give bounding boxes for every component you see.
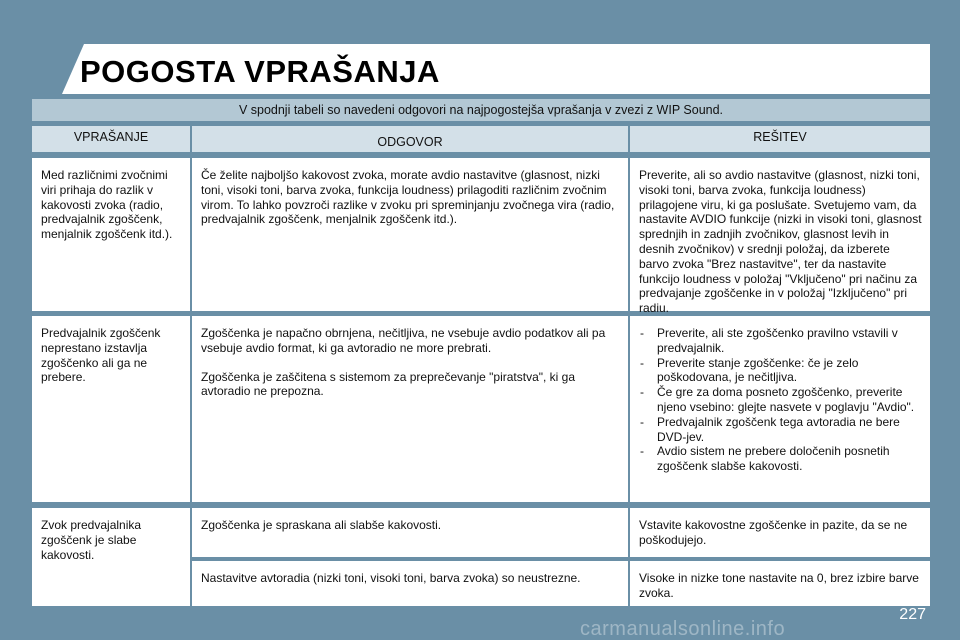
solution-text: Vstavite kakovostne zgoščenke in pazite, da se ne poškodujejo. — [639, 518, 908, 547]
table-row-3b-solution — [630, 561, 930, 606]
answer-text: Zgoščenka je zaščitena s sistemom za preprečevanje "piratstva", ki ga avtoradio ne prepozna. — [201, 369, 576, 399]
solution-text: Preverite, ali so avdio nastavitve (glasnost, nizki toni, visoki toni, barva zvoka, funkcija loudness) prilagojene viru, ki ga poslušate. Svetujemo vam, da nastavite AVDIO funkcije (nizki in visoki toni, glasnost sprednjih in zadnjih zvočnikov, glasnost levih in desnih zvočnikov) v srednji položaj, da izberete barvo zvoka "Brez nastavitve", ter da nastavite funkcijo loudness v položaj "Vključeno" pri načinu za predvajanje zgoščenke in v položaj "Izključeno" pri radiu. — [639, 168, 922, 316]
column-header-question — [32, 126, 190, 152]
list-item: - Avdio sistem ne prebere določenih posnetih zgoščenk slabše kakovosti. — [639, 444, 922, 474]
table-row-2-answer — [192, 316, 628, 502]
table-row-3b-answer — [192, 561, 628, 606]
column-header-solution-label: REŠITEV — [753, 130, 807, 144]
list-item: - Če gre za doma posneto zgoščenko, preverite njeno vsebino: glejte nasvete v poglavju "Avdio". — [639, 385, 922, 415]
answer-text: Zgoščenka je spraskana ali slabše kakovosti. — [201, 518, 442, 532]
question-text: Predvajalnik zgoščenk neprestano izstavlja zgoščenko ali ga ne prebere. — [41, 326, 161, 385]
list-item: - Predvajalnik zgoščenk tega avtoradia ne bere DVD-jev. — [639, 415, 922, 445]
column-header-answer — [192, 126, 628, 152]
table-row-1-solution — [630, 158, 930, 316]
table-row-1-question — [32, 158, 190, 311]
table-row-1-answer — [192, 158, 628, 311]
solution-text: Visoke in nizke tone nastavite na 0, brez izbire barve zvoka. — [639, 571, 919, 600]
column-header-solution — [630, 126, 930, 152]
answer-text: Zgoščenka je napačno obrnjena, nečitljiva, ne vsebuje avdio podatkov ali pa vsebuje avdio format, ki ga avtoradio ne more prebrati. — [201, 326, 606, 355]
list-item: - Preverite stanje zgoščenke: če je zelo poškodovana, je nečitljiva. — [639, 356, 922, 386]
watermark: carmanualsonline.info — [580, 618, 786, 640]
intro-text: V spodnji tabeli so navedeni odgovori na najpogostejša vprašanja v zvezi z WIP Sound. — [32, 99, 930, 121]
page-number: 227 — [899, 606, 926, 623]
table-row-2-question — [32, 316, 190, 502]
question-text: Med različnimi zvočnimi viri prihaja do razlik v kakovosti zvoka (radio, predvajalnik zgoščenk, menjalnik zgoščenk itd.). — [41, 168, 173, 242]
column-header-question-label: VPRAŠANJE — [73, 130, 149, 144]
table-row-3-question — [32, 508, 190, 606]
page-title: POGOSTA VPRAŠANJA — [80, 54, 440, 89]
answer-text: Če želite najboljšo kakovost zvoka, morate avdio nastavitve (glasnost, nizki toni, visoki toni, barva zvoka, funkcija loudness) prilagoditi različnim zvočnim virom. To lahko povzroči razlike v zvoku pri spreminjanju zvočnega vira (radio, predvajalnik zgoščenk, menjalnik zgoščenk itd.). — [201, 168, 615, 227]
answer-text: Nastavitve avtoradia (nizki toni, visoki toni, barva zvoka) so neustrezne. — [201, 571, 581, 585]
table-row-3a-answer — [192, 508, 628, 557]
solution-list — [639, 326, 922, 474]
table-row-3a-solution — [630, 508, 930, 557]
list-item: - Preverite, ali ste zgoščenko pravilno vstavili v predvajalnik. — [639, 326, 922, 356]
table-row-2-solution — [630, 316, 930, 502]
column-header-answer-label: ODGOVOR — [377, 135, 443, 149]
question-text: Zvok predvajalnika zgoščenk je slabe kakovosti. — [41, 518, 142, 562]
